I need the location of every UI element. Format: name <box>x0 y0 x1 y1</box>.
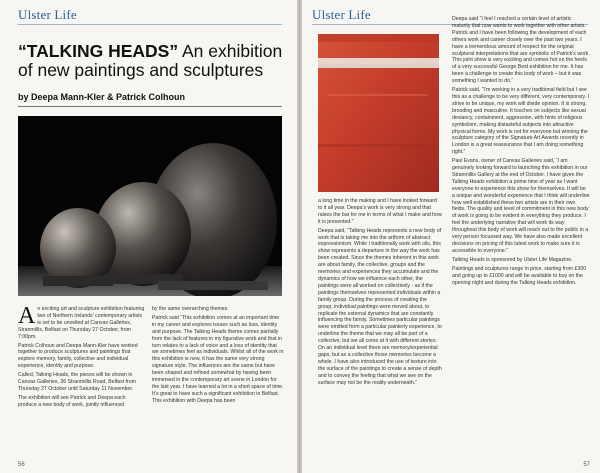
article-title-bold: “TALKING HEADS” <box>18 41 179 61</box>
paragraph: Deepa said, “Talking Heads represents a new body of work that is taking me into the artform of abstract expressionism. While I traditionally work with oils, this show represents a departure in the way the work has been created. Since the themes inherent in this work are about family, the collective, groups and the memories and experiences they accumulate and the dynamics of how we influence each other, the paintings were all worked on collectively - as if the paintings themselves represented individuals within a family group. During the process of creating the group, individual paintings were moved about, to replicate the external dynamics that are constantly influencing the family. Sometimes particular paintings were omitted from a particular painterly experience, to underline the theme that we may all be part of a collective, but we all come at it with different stories. On an individual level there are memory/experiential gaps, but as a collective those memories become a whole. I have also introduced the use of texture into the surface of the paintings to create a sense of depth and to convey the feeling that what we see on the surface may not be the reality underneath.” <box>318 227 442 386</box>
paragraph: Paul Evans, owner of Canvas Galleries said, “I am genuinely looking forward to launching this exhibition in our Stranmillis Gallery at the end of October. I have given the Talking Heads exhibition a prime time of year as I want everyone to experience this show for themselves. It will be a unique and wonderful experience that I think will underline how well established these two artists are in their own fields. The quality and level of commitment in this new body of work is going to be evident in everything they produce. I feel the underlying narrative that will work its way throughout this body of work will reach out to the public in a very person focussed way. We have also made excellent decisions on pricing of this latest work to make sure it is accessible to everyone.” <box>452 158 590 254</box>
article-byline: by Deepa Mann-Kler & Patrick Colhoun <box>18 92 186 102</box>
magazine-masthead-left: Ulster Life <box>18 7 77 22</box>
left-column-2 <box>152 306 284 407</box>
right-column-2 <box>452 16 590 288</box>
paragraph: Deepa said “I feel I reached a certain level of artistic maturity that now wants to work together with other artists. Patrick and I have been following the development of each others work and career closely over the past two years. I have a tremendous amount of respect for the original sculptural interpretations that are symbolic of Patrick’s work. This joint show is very exciting and comes hot on the heels of a very successful George Best exhibition for me. It has been a challenge to create this body of work – but it was something I wanted to do.” <box>452 16 590 85</box>
paragraph: Patrick said “This exhibition comes at an important time in my career and explores issues such as loss, identity and purpose. The Talking Heads theme comes partially from the lack of features in my figurative work and that in turn relates to a lack of voice and a loss of identity that we sometimes feel as individuals. Whilst all of the work in this exhibition is new, it has the same very strong signature style. The influences are the same but have been shaped and refined somewhat by having been immersed in the contemporary art scene in London for the last year. I have learned a lot in a short space of time. It’s great to have such a significant exhibition in Belfast. This exhibition with Deepa has been <box>152 314 284 404</box>
magazine-masthead-right: Ulster Life <box>312 7 371 22</box>
paragraph: a long time in the making and I have looked forward to it all year. Deepa’s work is very strong and that raises the bar for me in terms of what I make and how it is presented.” <box>318 198 442 225</box>
paragraph: Called, Talking Heads, the pieces will be shown in Canvas Galleries, 36 Stranmillis Road, Belfast from Thursday 27 October until Saturday 11 November. <box>18 372 136 392</box>
left-page <box>0 0 297 473</box>
paragraph: n exciting art and sculpture exhibition featuring two of Northern Irelands’ contemporary artists is set to be unveiled at Canvas Galleries, Stranmillis, Belfast on Thursday 27 October, from 7:00pm. <box>18 306 145 340</box>
abstract-painting <box>318 34 439 192</box>
paragraph: Patrick Colhoun and Deepa Mann-Kler have worked together to produce sculptures and paintings that explore memory, family, collective and individual experience, identity and purpose. <box>18 342 138 370</box>
page-number-left: 56 <box>18 462 25 468</box>
paragraph: Patrick said, “I’m working in a very traditional field but I see this as a challenge to be very different, very contemporary. I strive to be unique, my work will divide opinion. It is strong, brooding and masculine. It touches on subjects like sexual deviancy, containment, aggression, with hints of religious symbolism, making distasteful subjects into attractive physical forms. My work is not for everyone but winning the sculpture category of the Signature Art Awards recently in London is a great reassurance that I am doing something right.” <box>452 87 590 156</box>
byline-rule <box>18 106 282 107</box>
sculpture-heads-image <box>18 116 282 296</box>
paragraph: Paintings and sculptures range in price, starting from £300 and going up to £1000 and will be available to buy on the opening night and during the Talking Heads exhibition. <box>452 265 587 286</box>
drop-cap: A <box>18 303 36 329</box>
paragraph: by the same overarching themes. <box>152 306 229 312</box>
article-title <box>18 42 288 80</box>
abstract-painting-image <box>318 34 439 192</box>
right-column-1 <box>318 198 442 388</box>
right-page <box>302 0 600 473</box>
masthead-rule-left <box>18 24 282 25</box>
paragraph: The exhibition will see Patrick and Deepa each produce a new body of work, jointly influenced <box>18 394 126 408</box>
sculpture-photo <box>18 116 282 296</box>
left-column-1 <box>18 303 145 411</box>
page-number-right: 57 <box>583 462 590 468</box>
article-title-rest: An exhibition of new paintings and sculptures <box>18 41 283 80</box>
paragraph: Talking Heads is sponsored by Ulster Life Magazine. <box>452 256 573 263</box>
